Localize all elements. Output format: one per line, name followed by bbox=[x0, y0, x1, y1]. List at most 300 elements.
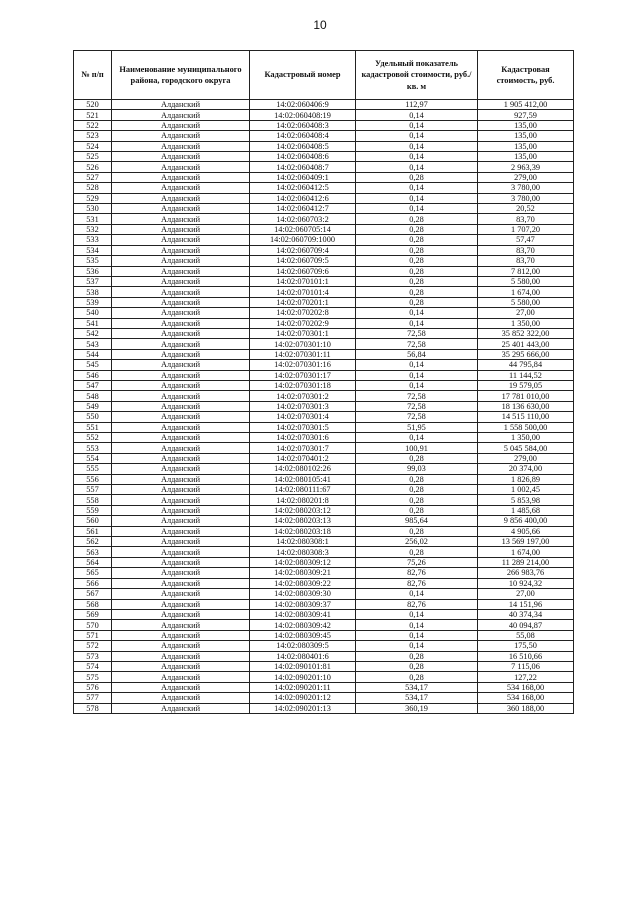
cell-district: Алданский bbox=[112, 682, 250, 692]
cell-indicator: 0,14 bbox=[356, 318, 478, 328]
cell-num: 578 bbox=[74, 703, 112, 713]
cell-num: 560 bbox=[74, 516, 112, 526]
cell-cadastral-number: 14:02:060406:9 bbox=[250, 100, 356, 110]
cadastral-value-table bbox=[73, 50, 574, 714]
cell-indicator: 0,14 bbox=[356, 370, 478, 380]
cell-indicator: 82,76 bbox=[356, 599, 478, 609]
cell-indicator: 82,76 bbox=[356, 568, 478, 578]
table-row bbox=[74, 516, 574, 526]
table-row bbox=[74, 318, 574, 328]
cell-num: 561 bbox=[74, 526, 112, 536]
cell-district: Алданский bbox=[112, 172, 250, 182]
table-row bbox=[74, 630, 574, 640]
cell-num: 567 bbox=[74, 589, 112, 599]
cell-district: Алданский bbox=[112, 557, 250, 567]
table-row bbox=[74, 609, 574, 619]
cell-value: 11 144,52 bbox=[478, 370, 574, 380]
cell-district: Алданский bbox=[112, 703, 250, 713]
cell-num: 528 bbox=[74, 183, 112, 193]
table-row bbox=[74, 443, 574, 453]
cell-num: 537 bbox=[74, 276, 112, 286]
cell-indicator: 0,14 bbox=[356, 141, 478, 151]
cell-cadastral-number: 14:02:070301:18 bbox=[250, 380, 356, 390]
cell-indicator: 0,14 bbox=[356, 620, 478, 630]
cell-cadastral-number: 14:02:060408:19 bbox=[250, 110, 356, 120]
cell-cadastral-number: 14:02:060408:7 bbox=[250, 162, 356, 172]
header-num: № п/п bbox=[74, 51, 112, 100]
cell-value: 1 558 500,00 bbox=[478, 422, 574, 432]
cell-value: 360 188,00 bbox=[478, 703, 574, 713]
header-cadastral-value: Кадастровая стоимость, руб. bbox=[478, 51, 574, 100]
cell-district: Алданский bbox=[112, 422, 250, 432]
table-row bbox=[74, 464, 574, 474]
cell-indicator: 0,28 bbox=[356, 245, 478, 255]
cell-value: 5 580,00 bbox=[478, 297, 574, 307]
page-number: 10 bbox=[313, 18, 327, 32]
table-row bbox=[74, 349, 574, 359]
cell-num: 556 bbox=[74, 474, 112, 484]
cell-district: Алданский bbox=[112, 152, 250, 162]
cell-indicator: 0,28 bbox=[356, 276, 478, 286]
cell-cadastral-number: 14:02:070202:8 bbox=[250, 308, 356, 318]
cell-district: Алданский bbox=[112, 661, 250, 671]
cell-value: 279,00 bbox=[478, 453, 574, 463]
cell-num: 534 bbox=[74, 245, 112, 255]
cell-cadastral-number: 14:02:060408:5 bbox=[250, 141, 356, 151]
cell-district: Алданский bbox=[112, 505, 250, 515]
cell-indicator: 0,14 bbox=[356, 152, 478, 162]
cell-value: 19 579,05 bbox=[478, 380, 574, 390]
cell-district: Алданский bbox=[112, 131, 250, 141]
table-row bbox=[74, 651, 574, 661]
cell-num: 565 bbox=[74, 568, 112, 578]
cell-cadastral-number: 14:02:060709:5 bbox=[250, 256, 356, 266]
table-row bbox=[74, 568, 574, 578]
cell-cadastral-number: 14:02:090201:12 bbox=[250, 693, 356, 703]
cell-cadastral-number: 14:02:080309:41 bbox=[250, 609, 356, 619]
cell-indicator: 0,14 bbox=[356, 380, 478, 390]
table-row bbox=[74, 422, 574, 432]
cell-indicator: 0,14 bbox=[356, 433, 478, 443]
table-row bbox=[74, 433, 574, 443]
cell-value: 35 295 666,00 bbox=[478, 349, 574, 359]
cell-cadastral-number: 14:02:070201:1 bbox=[250, 297, 356, 307]
cell-value: 27,00 bbox=[478, 308, 574, 318]
cell-district: Алданский bbox=[112, 693, 250, 703]
cell-cadastral-number: 14:02:080308:1 bbox=[250, 537, 356, 547]
cell-value: 5 045 584,00 bbox=[478, 443, 574, 453]
header-district: Наименование муниципального района, городского округа bbox=[112, 51, 250, 100]
cell-indicator: 0,14 bbox=[356, 110, 478, 120]
cell-value: 14 515 110,00 bbox=[478, 412, 574, 422]
table-row bbox=[74, 682, 574, 692]
cell-district: Алданский bbox=[112, 412, 250, 422]
table-row bbox=[74, 120, 574, 130]
cell-district: Алданский bbox=[112, 370, 250, 380]
cell-district: Алданский bbox=[112, 620, 250, 630]
cell-value: 135,00 bbox=[478, 152, 574, 162]
table-row bbox=[74, 557, 574, 567]
cell-num: 527 bbox=[74, 172, 112, 182]
table-row bbox=[74, 672, 574, 682]
table-row bbox=[74, 152, 574, 162]
cell-district: Алданский bbox=[112, 453, 250, 463]
cell-cadastral-number: 14:02:060412:5 bbox=[250, 183, 356, 193]
table-row bbox=[74, 183, 574, 193]
cell-value: 1 707,20 bbox=[478, 224, 574, 234]
cell-district: Алданский bbox=[112, 526, 250, 536]
cell-cadastral-number: 14:02:070301:6 bbox=[250, 433, 356, 443]
cell-cadastral-number: 14:02:070301:16 bbox=[250, 360, 356, 370]
cell-num: 535 bbox=[74, 256, 112, 266]
cell-district: Алданский bbox=[112, 630, 250, 640]
cell-district: Алданский bbox=[112, 485, 250, 495]
cell-num: 559 bbox=[74, 505, 112, 515]
cell-district: Алданский bbox=[112, 276, 250, 286]
table-row bbox=[74, 495, 574, 505]
cell-district: Алданский bbox=[112, 537, 250, 547]
cell-num: 577 bbox=[74, 693, 112, 703]
cell-value: 5 580,00 bbox=[478, 276, 574, 286]
cell-value: 40 374,34 bbox=[478, 609, 574, 619]
cell-value: 534 168,00 bbox=[478, 693, 574, 703]
cell-indicator: 0,14 bbox=[356, 589, 478, 599]
cell-value: 25 401 443,00 bbox=[478, 339, 574, 349]
header-cadastral-number: Кадастровый номер bbox=[250, 51, 356, 100]
cell-cadastral-number: 14:02:080203:13 bbox=[250, 516, 356, 526]
cell-num: 530 bbox=[74, 204, 112, 214]
cell-indicator: 0,28 bbox=[356, 453, 478, 463]
cell-value: 135,00 bbox=[478, 120, 574, 130]
cell-indicator: 0,28 bbox=[356, 297, 478, 307]
cell-indicator: 72,58 bbox=[356, 391, 478, 401]
cell-num: 576 bbox=[74, 682, 112, 692]
cell-district: Алданский bbox=[112, 328, 250, 338]
table-row bbox=[74, 100, 574, 110]
cell-indicator: 0,28 bbox=[356, 172, 478, 182]
cell-num: 551 bbox=[74, 422, 112, 432]
cell-district: Алданский bbox=[112, 578, 250, 588]
cell-value: 20,52 bbox=[478, 204, 574, 214]
cell-cadastral-number: 14:02:060412:6 bbox=[250, 193, 356, 203]
cell-cadastral-number: 14:02:080105:41 bbox=[250, 474, 356, 484]
cell-district: Алданский bbox=[112, 495, 250, 505]
table-row bbox=[74, 641, 574, 651]
cell-value: 40 094,87 bbox=[478, 620, 574, 630]
cell-indicator: 72,58 bbox=[356, 412, 478, 422]
cell-value: 83,70 bbox=[478, 256, 574, 266]
cell-num: 552 bbox=[74, 433, 112, 443]
cell-district: Алданский bbox=[112, 589, 250, 599]
cell-indicator: 56,84 bbox=[356, 349, 478, 359]
cell-indicator: 0,28 bbox=[356, 651, 478, 661]
table-row bbox=[74, 328, 574, 338]
cell-value: 83,70 bbox=[478, 214, 574, 224]
cell-cadastral-number: 14:02:080309:45 bbox=[250, 630, 356, 640]
cell-indicator: 0,28 bbox=[356, 505, 478, 515]
cell-value: 1 905 412,00 bbox=[478, 100, 574, 110]
cell-indicator: 0,28 bbox=[356, 547, 478, 557]
cell-cadastral-number: 14:02:080309:42 bbox=[250, 620, 356, 630]
cell-num: 569 bbox=[74, 609, 112, 619]
table-row bbox=[74, 110, 574, 120]
cell-indicator: 0,28 bbox=[356, 224, 478, 234]
cell-cadastral-number: 14:02:070101:4 bbox=[250, 287, 356, 297]
table-row bbox=[74, 266, 574, 276]
cell-district: Алданский bbox=[112, 214, 250, 224]
table-row bbox=[74, 131, 574, 141]
table-row bbox=[74, 224, 574, 234]
cell-cadastral-number: 14:02:070301:5 bbox=[250, 422, 356, 432]
cell-num: 544 bbox=[74, 349, 112, 359]
cell-indicator: 256,02 bbox=[356, 537, 478, 547]
cell-indicator: 72,58 bbox=[356, 401, 478, 411]
cell-cadastral-number: 14:02:060408:6 bbox=[250, 152, 356, 162]
cell-indicator: 0,28 bbox=[356, 661, 478, 671]
cell-indicator: 534,17 bbox=[356, 693, 478, 703]
cell-value: 5 853,98 bbox=[478, 495, 574, 505]
table-row bbox=[74, 578, 574, 588]
cell-indicator: 534,17 bbox=[356, 682, 478, 692]
cell-district: Алданский bbox=[112, 100, 250, 110]
cell-indicator: 0,28 bbox=[356, 235, 478, 245]
table-row bbox=[74, 474, 574, 484]
cell-num: 555 bbox=[74, 464, 112, 474]
cell-cadastral-number: 14:02:070101:1 bbox=[250, 276, 356, 286]
cell-indicator: 0,28 bbox=[356, 256, 478, 266]
cell-cadastral-number: 14:02:070301:7 bbox=[250, 443, 356, 453]
cell-district: Алданский bbox=[112, 599, 250, 609]
cell-cadastral-number: 14:02:070301:3 bbox=[250, 401, 356, 411]
cell-value: 127,22 bbox=[478, 672, 574, 682]
cell-indicator: 0,14 bbox=[356, 162, 478, 172]
cell-value: 1 826,89 bbox=[478, 474, 574, 484]
cell-indicator: 0,14 bbox=[356, 609, 478, 619]
cell-num: 524 bbox=[74, 141, 112, 151]
cell-cadastral-number: 14:02:080401:6 bbox=[250, 651, 356, 661]
cell-indicator: 0,28 bbox=[356, 485, 478, 495]
cell-indicator: 0,14 bbox=[356, 131, 478, 141]
cell-cadastral-number: 14:02:060408:3 bbox=[250, 120, 356, 130]
table-row bbox=[74, 214, 574, 224]
cell-value: 14 151,96 bbox=[478, 599, 574, 609]
cell-value: 9 856 400,00 bbox=[478, 516, 574, 526]
cell-district: Алданский bbox=[112, 245, 250, 255]
cell-value: 3 780,00 bbox=[478, 183, 574, 193]
table-row bbox=[74, 339, 574, 349]
cell-district: Алданский bbox=[112, 162, 250, 172]
cell-value: 20 374,00 bbox=[478, 464, 574, 474]
cell-cadastral-number: 14:02:070301:1 bbox=[250, 328, 356, 338]
cell-cadastral-number: 14:02:070301:4 bbox=[250, 412, 356, 422]
cell-cadastral-number: 14:02:090201:13 bbox=[250, 703, 356, 713]
cell-num: 542 bbox=[74, 328, 112, 338]
cell-num: 562 bbox=[74, 537, 112, 547]
cell-cadastral-number: 14:02:090101:81 bbox=[250, 661, 356, 671]
cell-district: Алданский bbox=[112, 568, 250, 578]
cell-indicator: 99,03 bbox=[356, 464, 478, 474]
cell-district: Алданский bbox=[112, 224, 250, 234]
cell-district: Алданский bbox=[112, 464, 250, 474]
cell-indicator: 0,28 bbox=[356, 526, 478, 536]
cell-value: 266 983,76 bbox=[478, 568, 574, 578]
cell-num: 545 bbox=[74, 360, 112, 370]
cell-value: 11 289 214,00 bbox=[478, 557, 574, 567]
cell-district: Алданский bbox=[112, 401, 250, 411]
cell-indicator: 0,28 bbox=[356, 474, 478, 484]
cell-indicator: 0,14 bbox=[356, 204, 478, 214]
cell-num: 558 bbox=[74, 495, 112, 505]
table-row bbox=[74, 360, 574, 370]
cell-cadastral-number: 14:02:080309:5 bbox=[250, 641, 356, 651]
cell-cadastral-number: 14:02:080309:30 bbox=[250, 589, 356, 599]
cell-num: 550 bbox=[74, 412, 112, 422]
cell-num: 526 bbox=[74, 162, 112, 172]
cell-value: 1 002,45 bbox=[478, 485, 574, 495]
cell-cadastral-number: 14:02:080308:3 bbox=[250, 547, 356, 557]
cell-value: 534 168,00 bbox=[478, 682, 574, 692]
cell-district: Алданский bbox=[112, 651, 250, 661]
cell-district: Алданский bbox=[112, 547, 250, 557]
cell-value: 1 674,00 bbox=[478, 287, 574, 297]
cell-num: 564 bbox=[74, 557, 112, 567]
cell-num: 553 bbox=[74, 443, 112, 453]
cell-value: 279,00 bbox=[478, 172, 574, 182]
cell-num: 566 bbox=[74, 578, 112, 588]
cell-cadastral-number: 14:02:060709:6 bbox=[250, 266, 356, 276]
cell-num: 554 bbox=[74, 453, 112, 463]
cell-value: 55,08 bbox=[478, 630, 574, 640]
cell-cadastral-number: 14:02:070301:2 bbox=[250, 391, 356, 401]
table-row bbox=[74, 505, 574, 515]
table-row bbox=[74, 703, 574, 713]
table-row bbox=[74, 391, 574, 401]
cell-cadastral-number: 14:02:080309:21 bbox=[250, 568, 356, 578]
cell-district: Алданский bbox=[112, 360, 250, 370]
cell-indicator: 0,28 bbox=[356, 266, 478, 276]
cell-cadastral-number: 14:02:060409:1 bbox=[250, 172, 356, 182]
cell-value: 27,00 bbox=[478, 589, 574, 599]
cell-num: 522 bbox=[74, 120, 112, 130]
cell-value: 83,70 bbox=[478, 245, 574, 255]
cell-indicator: 0,14 bbox=[356, 360, 478, 370]
cell-value: 7 115,06 bbox=[478, 661, 574, 671]
cell-district: Алданский bbox=[112, 443, 250, 453]
table-row bbox=[74, 412, 574, 422]
cell-indicator: 51,95 bbox=[356, 422, 478, 432]
cell-indicator: 72,58 bbox=[356, 339, 478, 349]
cell-cadastral-number: 14:02:080309:22 bbox=[250, 578, 356, 588]
cell-value: 13 569 197,00 bbox=[478, 537, 574, 547]
cell-num: 572 bbox=[74, 641, 112, 651]
cell-cadastral-number: 14:02:060709:1000 bbox=[250, 235, 356, 245]
cell-num: 529 bbox=[74, 193, 112, 203]
table-row bbox=[74, 661, 574, 671]
cell-value: 4 905,66 bbox=[478, 526, 574, 536]
cell-value: 1 674,00 bbox=[478, 547, 574, 557]
cell-district: Алданский bbox=[112, 609, 250, 619]
table-row bbox=[74, 599, 574, 609]
cell-indicator: 0,14 bbox=[356, 120, 478, 130]
cell-indicator: 0,28 bbox=[356, 495, 478, 505]
cell-value: 1 485,68 bbox=[478, 505, 574, 515]
cell-cadastral-number: 14:02:080309:12 bbox=[250, 557, 356, 567]
cell-indicator: 75,26 bbox=[356, 557, 478, 567]
cell-num: 574 bbox=[74, 661, 112, 671]
cell-cadastral-number: 14:02:080203:12 bbox=[250, 505, 356, 515]
cell-indicator: 112,97 bbox=[356, 100, 478, 110]
cell-num: 538 bbox=[74, 287, 112, 297]
cell-num: 563 bbox=[74, 547, 112, 557]
table-row bbox=[74, 370, 574, 380]
cell-indicator: 0,28 bbox=[356, 287, 478, 297]
table-row bbox=[74, 297, 574, 307]
cell-value: 1 350,00 bbox=[478, 318, 574, 328]
cell-value: 927,59 bbox=[478, 110, 574, 120]
cell-district: Алданский bbox=[112, 391, 250, 401]
cell-value: 16 510,66 bbox=[478, 651, 574, 661]
cell-value: 18 136 630,00 bbox=[478, 401, 574, 411]
cell-district: Алданский bbox=[112, 297, 250, 307]
cell-district: Алданский bbox=[112, 256, 250, 266]
table-row bbox=[74, 172, 574, 182]
cell-cadastral-number: 14:02:060412:7 bbox=[250, 204, 356, 214]
cell-indicator: 72,58 bbox=[356, 328, 478, 338]
cell-cadastral-number: 14:02:070202:9 bbox=[250, 318, 356, 328]
cell-district: Алданский bbox=[112, 235, 250, 245]
cell-num: 575 bbox=[74, 672, 112, 682]
cell-value: 44 795,84 bbox=[478, 360, 574, 370]
cell-cadastral-number: 14:02:070301:17 bbox=[250, 370, 356, 380]
cell-num: 546 bbox=[74, 370, 112, 380]
cell-indicator: 0,14 bbox=[356, 630, 478, 640]
cell-num: 533 bbox=[74, 235, 112, 245]
table-row bbox=[74, 453, 574, 463]
cell-cadastral-number: 14:02:060703:2 bbox=[250, 214, 356, 224]
table-row bbox=[74, 537, 574, 547]
cell-num: 532 bbox=[74, 224, 112, 234]
cell-indicator: 0,14 bbox=[356, 193, 478, 203]
table-row bbox=[74, 256, 574, 266]
cell-district: Алданский bbox=[112, 339, 250, 349]
cell-num: 541 bbox=[74, 318, 112, 328]
table-row bbox=[74, 162, 574, 172]
cell-cadastral-number: 14:02:060408:4 bbox=[250, 131, 356, 141]
table-row bbox=[74, 401, 574, 411]
cell-district: Алданский bbox=[112, 141, 250, 151]
cell-num: 548 bbox=[74, 391, 112, 401]
cell-district: Алданский bbox=[112, 266, 250, 276]
cell-value: 2 963,39 bbox=[478, 162, 574, 172]
table-row bbox=[74, 276, 574, 286]
cell-value: 57,47 bbox=[478, 235, 574, 245]
cell-district: Алданский bbox=[112, 349, 250, 359]
table-row bbox=[74, 547, 574, 557]
cell-value: 35 852 322,00 bbox=[478, 328, 574, 338]
cell-indicator: 360,19 bbox=[356, 703, 478, 713]
cell-indicator: 0,14 bbox=[356, 308, 478, 318]
cell-district: Алданский bbox=[112, 380, 250, 390]
cell-cadastral-number: 14:02:090201:10 bbox=[250, 672, 356, 682]
cell-indicator: 100,91 bbox=[356, 443, 478, 453]
cell-district: Алданский bbox=[112, 672, 250, 682]
cell-num: 571 bbox=[74, 630, 112, 640]
cell-num: 521 bbox=[74, 110, 112, 120]
cell-num: 547 bbox=[74, 380, 112, 390]
cell-cadastral-number: 14:02:070301:11 bbox=[250, 349, 356, 359]
table-row bbox=[74, 204, 574, 214]
cell-num: 523 bbox=[74, 131, 112, 141]
